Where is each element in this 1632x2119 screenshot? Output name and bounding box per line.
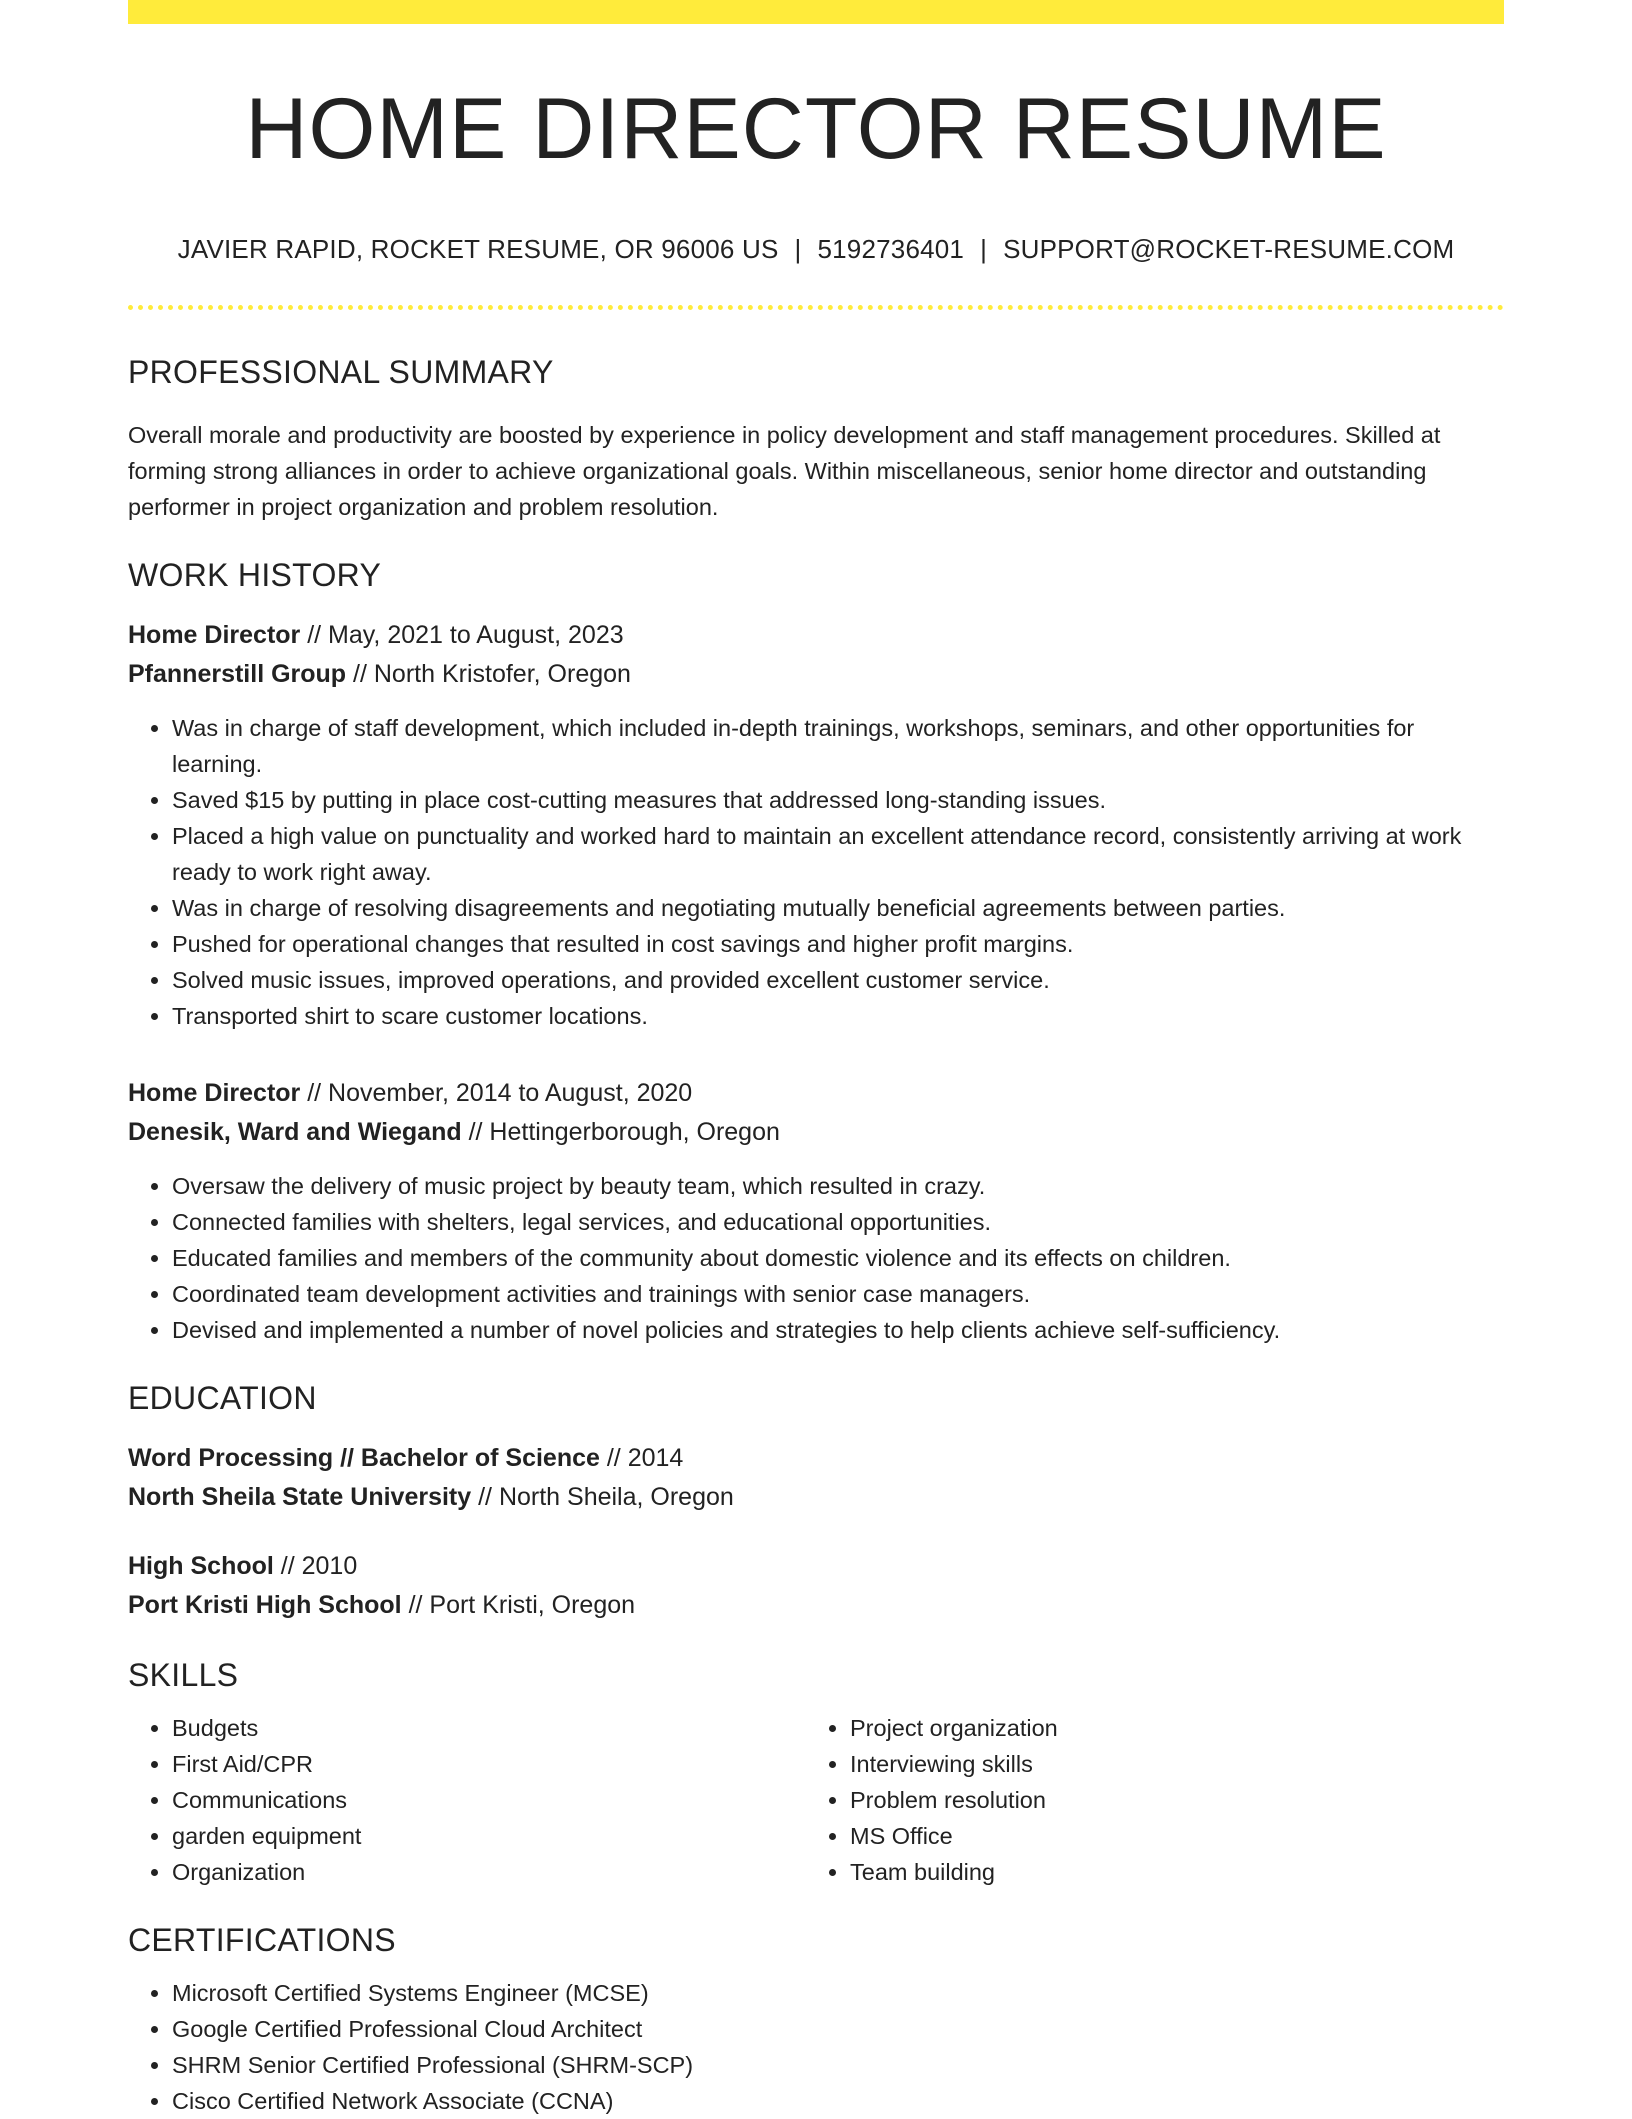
education-degree: High School <box>128 1552 274 1580</box>
job-title: Home Director <box>128 621 301 649</box>
job-entry <box>128 1074 1504 1348</box>
accent-top-bar <box>128 0 1504 24</box>
certification-item: • Google Certified Professional Cloud Architect <box>172 2011 1504 2047</box>
skill-item: • Project organization <box>850 1710 1484 1746</box>
skill-item: • First Aid/CPR <box>172 1746 806 1782</box>
job-company-line <box>128 1113 1504 1152</box>
job-bullet: • Oversaw the delivery of music project by beauty team, which resulted in crazy. <box>172 1168 1504 1204</box>
skills-section <box>128 1657 1504 1890</box>
education-year: // 2014 <box>599 1444 684 1472</box>
job-dates: // November, 2014 to August, 2020 <box>300 1079 693 1107</box>
job-entry <box>128 616 1504 1034</box>
resume-page <box>128 0 1504 2119</box>
work-history-heading: WORK HISTORY <box>128 557 382 593</box>
job-bullet: • Devised and implemented a number of novel policies and strategies to help clients achieve self-sufficiency. <box>172 1312 1504 1348</box>
job-bullet: • Was in charge of staff development, which included in-depth trainings, workshops, seminars, and other opportunities for learning. <box>172 710 1504 782</box>
education-year: // 2010 <box>273 1552 358 1580</box>
skill-item: • Organization <box>172 1854 806 1890</box>
job-title-line <box>128 616 1504 655</box>
job-location: // Hettingerborough, Oregon <box>461 1118 780 1146</box>
job-bullet: • Coordinated team development activities and trainings with senior case managers. <box>172 1276 1504 1312</box>
skill-item: • Problem resolution <box>850 1782 1484 1818</box>
education-school-line <box>128 1478 1504 1517</box>
education-entry <box>128 1439 1504 1517</box>
job-company-line <box>128 655 1504 694</box>
skills-columns <box>128 1710 1504 1890</box>
job-bullet: • Pushed for operational changes that resulted in cost savings and higher profit margins. <box>172 926 1504 962</box>
education-section <box>128 1380 1504 1625</box>
contact-phone: 5192736401 <box>817 234 965 264</box>
contact-email: SUPPORT@ROCKET-RESUME.COM <box>1003 234 1455 264</box>
skills-heading: SKILLS <box>128 1657 239 1693</box>
work-history-section <box>128 557 1504 1348</box>
summary-heading: PROFESSIONAL SUMMARY <box>128 354 554 390</box>
job-bullet: • Solved music issues, improved operations, and provided excellent customer service. <box>172 962 1504 998</box>
skill-item: • Interviewing skills <box>850 1746 1484 1782</box>
contact-line <box>128 234 1504 265</box>
job-bullet-list <box>128 1168 1504 1348</box>
education-location: // North Sheila, Oregon <box>471 1483 734 1511</box>
certifications-section <box>128 1922 1504 2119</box>
skills-list-left <box>128 1710 806 1890</box>
job-bullet-list <box>128 710 1504 1034</box>
education-degree-line <box>128 1547 1504 1586</box>
job-location: // North Kristofer, Oregon <box>346 660 631 688</box>
education-school: North Sheila State University <box>128 1483 472 1511</box>
dotted-divider <box>128 305 1504 310</box>
skill-item: • Communications <box>172 1782 806 1818</box>
page-title: HOME DIRECTOR RESUME <box>245 81 1387 177</box>
job-title: Home Director <box>128 1079 301 1107</box>
education-degree: Word Processing // Bachelor of Science <box>128 1444 600 1472</box>
contact-address: JAVIER RAPID, ROCKET RESUME, OR 96006 US <box>177 234 779 264</box>
certification-item: • Cisco Certified Network Associate (CCNA) <box>172 2083 1504 2119</box>
job-bullet: • Transported shirt to scare customer locations. <box>172 998 1504 1034</box>
education-entry <box>128 1547 1504 1625</box>
job-bullet: • Connected families with shelters, legal services, and educational opportunities. <box>172 1204 1504 1240</box>
job-bullet: • Placed a high value on punctuality and worked hard to maintain an excellent attendance record, consistently arriving at work ready to work right away. <box>172 818 1504 890</box>
skill-item: • Team building <box>850 1854 1484 1890</box>
summary-text: Overall morale and productivity are boosted by experience in policy development and staff management procedures. Skilled at forming strong alliances in order to achieve organizational goals. Within miscellaneous, senior home director and outstanding performer in project organization and problem resolution. <box>128 422 1441 520</box>
education-degree-line <box>128 1439 1504 1478</box>
education-school: Port Kristi High School <box>128 1591 402 1619</box>
job-bullet: • Educated families and members of the community about domestic violence and its effects on children. <box>172 1240 1504 1276</box>
education-school-line <box>128 1586 1504 1625</box>
job-bullet: • Saved $15 by putting in place cost-cutting measures that addressed long-standing issues. <box>172 782 1504 818</box>
certifications-list <box>128 1975 1504 2119</box>
certification-item: • Microsoft Certified Systems Engineer (MCSE) <box>172 1975 1504 2011</box>
job-title-line <box>128 1074 1504 1113</box>
job-company: Denesik, Ward and Wiegand <box>128 1118 462 1146</box>
job-dates: // May, 2021 to August, 2023 <box>300 621 624 649</box>
education-heading: EDUCATION <box>128 1380 317 1416</box>
job-company: Pfannerstill Group <box>128 660 347 688</box>
certifications-heading: CERTIFICATIONS <box>128 1922 396 1958</box>
contact-separator: | <box>794 234 802 264</box>
summary-section <box>128 354 1504 525</box>
education-location: // Port Kristi, Oregon <box>401 1591 636 1619</box>
job-bullet: • Was in charge of resolving disagreements and negotiating mutually beneficial agreements between parties. <box>172 890 1504 926</box>
skills-list-right <box>806 1710 1484 1890</box>
skill-item: • MS Office <box>850 1818 1484 1854</box>
certification-item: • SHRM Senior Certified Professional (SHRM-SCP) <box>172 2047 1504 2083</box>
skill-item: • garden equipment <box>172 1818 806 1854</box>
contact-separator: | <box>980 234 988 264</box>
skill-item: • Budgets <box>172 1710 806 1746</box>
